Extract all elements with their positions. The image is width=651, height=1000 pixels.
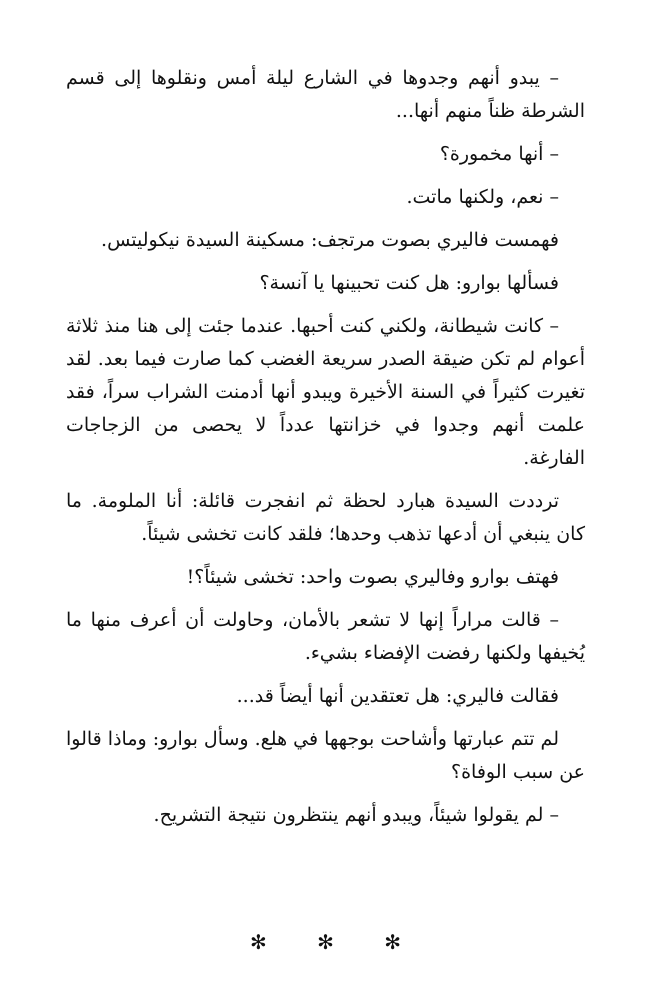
paragraph: فقالت فاليري: هل تعتقدين أنها أيضاً قد... [236,685,559,707]
paragraph: فهتف بوارو وفاليري بصوت واحد: تخشى شيئاً؟! [186,566,559,588]
paragraph: – يبدو أنهم وجدوها في الشارع ليلة أمس ونقلوها إلى قسم الشرطة ظناً منهم أنها... [66,67,585,122]
paragraph: ترددت السيدة هبارد لحظة ثم انفجرت قائلة: أنا الملومة. ما كان ينبغي أن أدعها تذهب وحدها؛ فلقد كانت تخشى شيئاً. [66,490,585,545]
paragraph: – نعم، ولكنها ماتت. [406,186,559,208]
section-separator: ✻ ✻ ✻ [250,930,423,954]
paragraph: – قالت مراراً إنها لا تشعر بالأمان، وحاولت أن أعرف منها ما يُخيفها ولكنها رفضت الإفضاء بشيء. [66,609,585,664]
paragraph: فهمست فاليري بصوت مرتجف: مسكينة السيدة نيكوليتس. [101,229,559,251]
paragraph: – أنها مخمورة؟ [439,143,559,165]
paragraph: – كانت شيطانة، ولكني كنت أحبها. عندما جئت إلى هنا منذ ثلاثة أعوام لم تكن ضيقة الصدر سريعة الغضب كما صارت فيما بعد. لقد تغيرت كثيراً في السنة الأخيرة ويبدو أنها أدمنت الشراب سراً، فقد علمت أنهم وجدوا في خزانتها عدداً لا يحصى من الزجاجات الفارغة. [66,315,585,469]
paragraph: فسألها بوارو: هل كنت تحبينها يا آنسة؟ [259,272,559,294]
paragraph: لم تتم عبارتها وأشاحت بوجهها في هلع. وسأل بوارو: وماذا قالوا عن سبب الوفاة؟ [66,728,585,783]
paragraph: – لم يقولوا شيئاً، ويبدو أنهم ينتظرون نتيجة التشريح. [153,804,559,826]
